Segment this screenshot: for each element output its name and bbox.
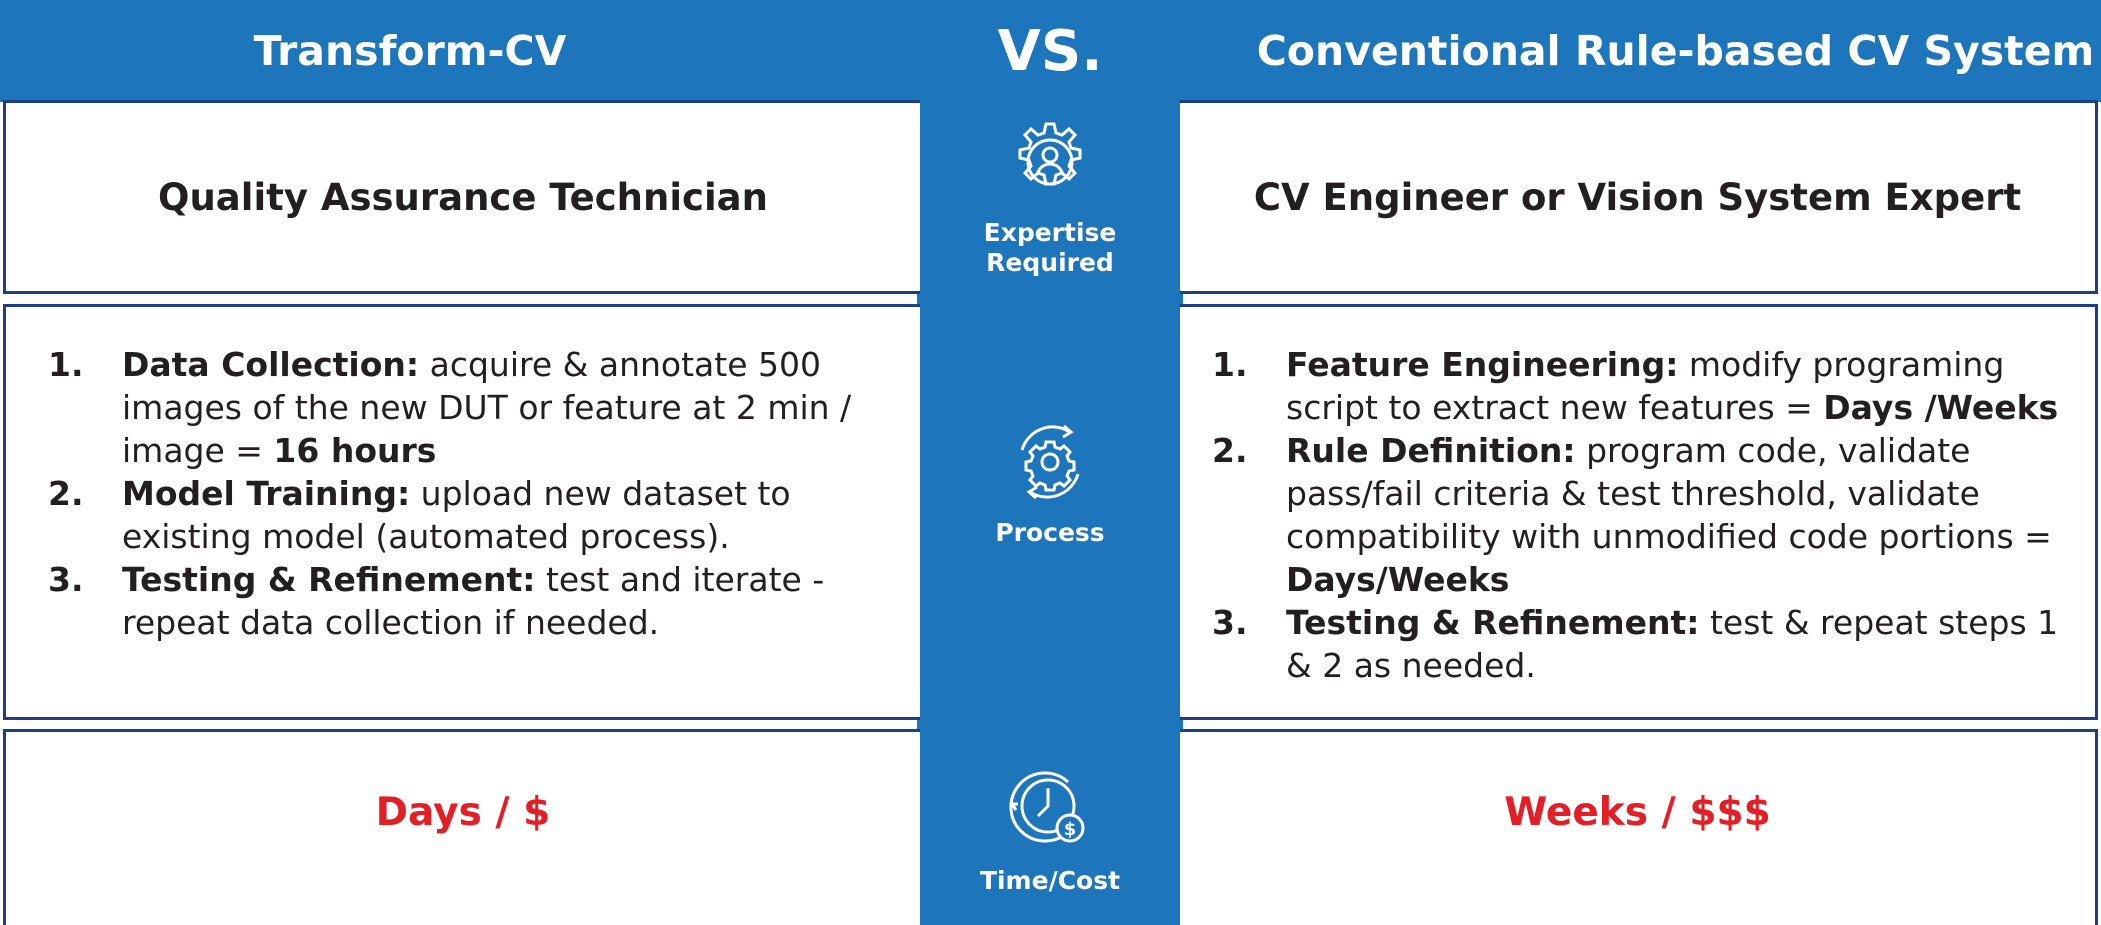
process-label: Process: [995, 518, 1105, 547]
timecost-label: Time/Cost: [979, 866, 1121, 895]
left-column-title: Transform-CV: [253, 27, 567, 75]
timecost-left-text: Days / $: [375, 790, 551, 835]
timecost-category: [917, 764, 1183, 896]
svg-text:$: $: [1063, 819, 1077, 840]
expertise-right-text: CV Engineer or Vision System Expert: [1253, 175, 2022, 219]
list-item: 1. Feature Engineering: modify programing script to extract new features = Days /Weeks: [1212, 345, 2059, 427]
process-category: [917, 420, 1183, 548]
expertise-category: [917, 120, 1183, 278]
list-item: 3. Testing & Refinement: test & repeat steps 1 & 2 as needed.: [1212, 603, 2059, 685]
gears-cycle-icon: [1008, 420, 1092, 504]
gear-person-icon: [1008, 120, 1092, 204]
list-item: 2. Rule Definition: program code, validate pass/fail criteria & test threshold, validate compatibility with unmodified code portions = Days/Weeks: [1212, 431, 2052, 599]
list-item: 3. Testing & Refinement: test and iterate - repeat data collection if needed.: [48, 560, 825, 642]
process-left-steps: [48, 343, 878, 644]
expertise-left-cell: [3, 100, 920, 294]
expertise-right-cell: [1180, 100, 2098, 294]
expertise-left-text: Quality Assurance Technician: [158, 175, 768, 219]
timecost-right-cell: [1180, 729, 2098, 925]
list-item: 1. Data Collection: acquire & annotate 500 images of the new DUT or feature at 2 min / image = 16 hours: [48, 345, 852, 470]
process-right-cell: [1180, 304, 2098, 720]
versus-label: VS.: [997, 18, 1103, 84]
timecost-right-text: Weeks / $$$: [1504, 790, 1771, 835]
timecost-left-cell: [3, 729, 920, 925]
expertise-label-line2: Required: [986, 248, 1114, 277]
expertise-label-line1: Expertise: [983, 218, 1117, 247]
list-item: 2. Model Training: upload new dataset to existing model (automated process).: [48, 474, 791, 556]
right-column-title: Conventional Rule-based CV System: [1256, 27, 2095, 75]
process-right-steps: [1212, 343, 2062, 687]
process-left-cell: [3, 304, 920, 720]
clock-dollar-icon: [1008, 764, 1092, 848]
